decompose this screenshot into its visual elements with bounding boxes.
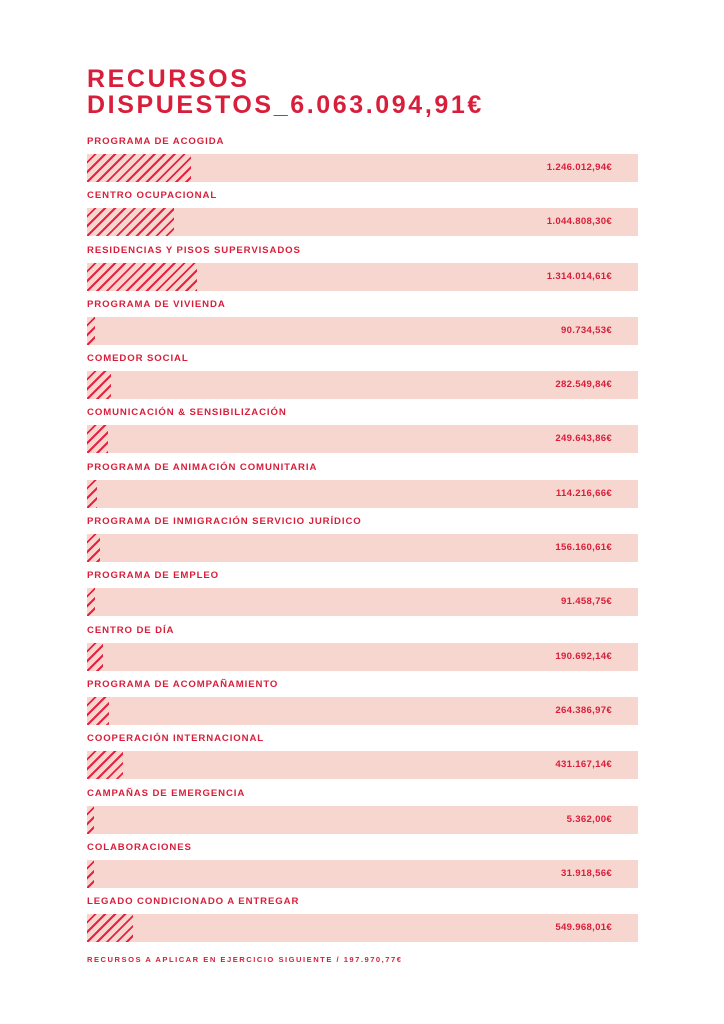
bar-category-label: RESIDENCIAS Y PISOS SUPERVISADOS [87, 244, 301, 256]
chart-row [87, 190, 638, 244]
bar-value-label: 431.167,14€ [555, 759, 612, 771]
chart-row [87, 896, 638, 950]
bar-track [87, 534, 638, 562]
bar-category-label: CENTRO DE DÍA [87, 624, 175, 636]
bar [87, 697, 109, 725]
bar-value-label: 114.216,66€ [555, 487, 612, 499]
bar-category-label: COMUNICACIÓN & SENSIBILIZACIÓN [87, 407, 287, 419]
bar-track [87, 751, 638, 779]
bar-track [87, 263, 638, 291]
bar-category-label: CAMPAÑAS DE EMERGENCIA [87, 787, 246, 799]
resources-bar-chart [87, 136, 638, 950]
bar-category-label: LEGADO CONDICIONADO A ENTREGAR [87, 896, 300, 908]
title-line-1: RECURSOS [87, 65, 250, 93]
bar-track [87, 643, 638, 671]
bar [87, 806, 94, 834]
chart-row [87, 570, 638, 624]
bar-value-label: 90.734,53€ [560, 324, 612, 336]
bar-category-label: COLABORACIONES [87, 841, 192, 853]
bar-track [87, 697, 638, 725]
bar [87, 425, 108, 453]
chart-row [87, 788, 638, 842]
bar-value-label: 282.549,84€ [555, 379, 612, 391]
chart-row [87, 462, 638, 516]
bar-track [87, 480, 638, 508]
chart-row [87, 245, 638, 299]
bar-track [87, 154, 638, 182]
chart-row [87, 733, 638, 787]
bar [87, 263, 197, 291]
chart-row [87, 299, 638, 353]
bar-value-label: 156.160,61€ [555, 542, 612, 554]
bar [87, 751, 123, 779]
bar-track [87, 914, 638, 942]
bar-category-label: COMEDOR SOCIAL [87, 353, 189, 365]
bar [87, 914, 133, 942]
bar-category-label: PROGRAMA DE ACOGIDA [87, 136, 225, 147]
bar-track [87, 425, 638, 453]
chart-row [87, 842, 638, 896]
bar-category-label: PROGRAMA DE EMPLEO [87, 570, 220, 582]
chart-row [87, 516, 638, 570]
bar [87, 317, 95, 345]
title-line-2: DISPUESTOS_6.063.094,91€ [87, 91, 484, 119]
bar [87, 643, 103, 671]
bar-value-label: 5.362,00€ [566, 813, 612, 825]
bar-value-label: 31.918,56€ [560, 867, 612, 879]
bar-category-label: PROGRAMA DE ANIMACIÓN COMUNITARIA [87, 461, 318, 473]
bar [87, 860, 94, 888]
bar-value-label: 1.044.808,30€ [546, 216, 612, 228]
bar-track [87, 317, 638, 345]
bar-track [87, 860, 638, 888]
bar-track [87, 806, 638, 834]
page-title [87, 66, 484, 118]
bar-value-label: 249.643,86€ [555, 433, 612, 445]
chart-row [87, 353, 638, 407]
bar-category-label: PROGRAMA DE ACOMPAÑAMIENTO [87, 678, 279, 690]
bar [87, 371, 111, 399]
bar [87, 154, 191, 182]
bar-value-label: 1.246.012,94€ [546, 162, 612, 173]
bar [87, 480, 97, 508]
bar [87, 208, 174, 236]
bar-category-label: COOPERACIÓN INTERNACIONAL [87, 733, 265, 745]
bar [87, 588, 95, 616]
bar-value-label: 91.458,75€ [560, 596, 612, 608]
bar-value-label: 1.314.014,61€ [546, 270, 612, 282]
chart-row [87, 679, 638, 733]
bar-track [87, 371, 638, 399]
bar-category-label: PROGRAMA DE VIVIENDA [87, 298, 226, 310]
bar-value-label: 549.968,01€ [555, 922, 612, 934]
bar-value-label: 264.386,97€ [555, 704, 612, 716]
bar [87, 534, 100, 562]
chart-row [87, 136, 638, 190]
chart-row [87, 625, 638, 679]
footer-note: RECURSOS A APLICAR EN EJERCICIO SIGUIENTE / 197.970,77€ [87, 955, 403, 964]
bar-category-label: PROGRAMA DE INMIGRACIÓN SERVICIO JURÍDICO [87, 516, 362, 528]
bar-value-label: 190.692,14€ [555, 650, 612, 662]
bar-track [87, 588, 638, 616]
bar-category-label: CENTRO OCUPACIONAL [87, 190, 218, 202]
bar-track [87, 208, 638, 236]
chart-row [87, 407, 638, 461]
